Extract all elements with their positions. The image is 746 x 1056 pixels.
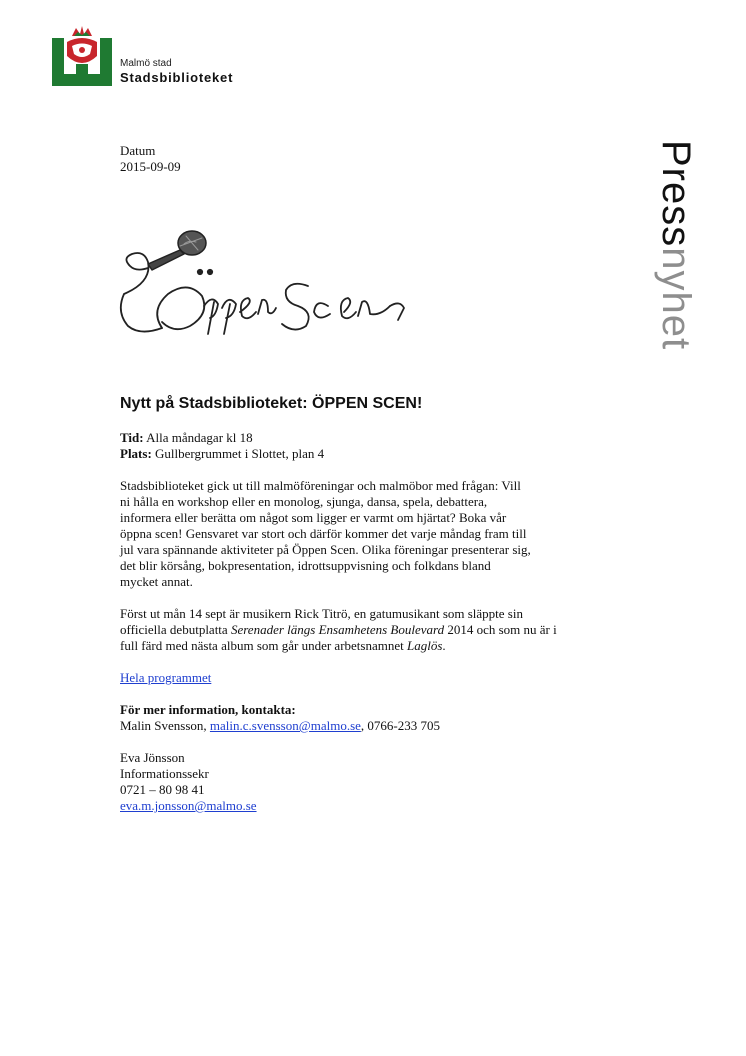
- date-value: 2015-09-09: [120, 159, 181, 174]
- text-span: full färd med nästa album som går under arbetsnamnet: [120, 638, 407, 653]
- paragraph-line: [120, 638, 590, 654]
- logo-crest-dot: [79, 47, 85, 53]
- paragraph-line: Först ut mån 14 sept är musikern Rick Titrö, en gatumusikant som släppte sin: [120, 606, 523, 621]
- place-label: Plats:: [120, 446, 152, 461]
- signature-phone: 0721 – 80 98 41: [120, 782, 205, 797]
- contact-heading: För mer information, kontakta:: [120, 702, 296, 717]
- logo-green-center: [76, 64, 88, 74]
- signature-name: Eva Jönsson: [120, 750, 185, 765]
- press-label-part2: nyhet: [654, 247, 698, 351]
- text-span: 2014 och som nu är i: [444, 622, 557, 637]
- text-span: officiella debutplatta: [120, 622, 231, 637]
- date-label: Datum: [120, 143, 156, 158]
- org-title: Stadsbiblioteket: [120, 70, 234, 85]
- paragraph-line: det blir körsång, bokpresentation, idrottsuppvisning och folkdans bland: [120, 558, 491, 573]
- paragraph-line: ni hålla en workshop eller en monolog, sjunga, dansa, spela, debattera,: [120, 494, 488, 509]
- press-label-part1: Press: [654, 140, 698, 248]
- email-link-malin[interactable]: malin.c.svensson@malmo.se: [209, 718, 361, 733]
- place-value: Gullbergrummet i Slottet, plan 4: [151, 446, 325, 461]
- oppen-scen-lettering: [157, 270, 404, 334]
- text-span: .: [442, 638, 446, 653]
- paragraph-line: öppna scen! Gensvaret var stort och därför kommer det varje måndag fram till: [120, 526, 527, 541]
- microphone-icon: [148, 231, 206, 270]
- press-release-label: [654, 140, 698, 420]
- contact-phone: , 0766-233 705: [360, 718, 440, 733]
- album-title: Serenader längs Ensamhetens Boulevard: [230, 622, 445, 637]
- paragraph-line: informera eller berätta om något som ligger er varmt om hjärtat? Boka vår: [120, 510, 507, 525]
- article-body: [120, 430, 590, 814]
- contact-block: [120, 702, 590, 734]
- date-block: [120, 143, 181, 175]
- org-subtitle: Malmö stad: [120, 58, 172, 69]
- malmo-stad-logo: [52, 24, 112, 86]
- email-link-eva[interactable]: eva.m.jonsson@malmo.se: [120, 798, 257, 813]
- intro-paragraph: [120, 478, 590, 590]
- paragraph-line: Stadsbiblioteket gick ut till malmöföreningar och malmöbor med frågan: Vill: [120, 478, 521, 493]
- program-link[interactable]: Hela programmet: [120, 670, 212, 685]
- paragraph-line: [120, 622, 590, 638]
- artist-paragraph: [120, 606, 590, 654]
- time-line: [120, 430, 590, 446]
- paragraph-line: mycket annat.: [120, 574, 193, 589]
- oppen-scen-artwork: [118, 222, 412, 340]
- time-value: Alla måndagar kl 18: [143, 430, 253, 445]
- working-title: Laglös: [407, 638, 443, 653]
- organization-name: [120, 58, 233, 86]
- paragraph-line: jul vara spännande aktiviteter på Öppen Scen. Olika föreningar presenterar sig,: [120, 542, 531, 557]
- logo-crown: [72, 26, 92, 36]
- signature-block: [120, 750, 590, 814]
- contact-line: [120, 718, 590, 734]
- time-label: Tid:: [120, 430, 144, 445]
- place-line: [120, 446, 590, 462]
- headline: Nytt på Stadsbiblioteket: ÖPPEN SCEN!: [120, 395, 423, 412]
- contact-name: Malin Svensson,: [120, 718, 210, 733]
- signature-title: Informationssekr: [120, 766, 209, 781]
